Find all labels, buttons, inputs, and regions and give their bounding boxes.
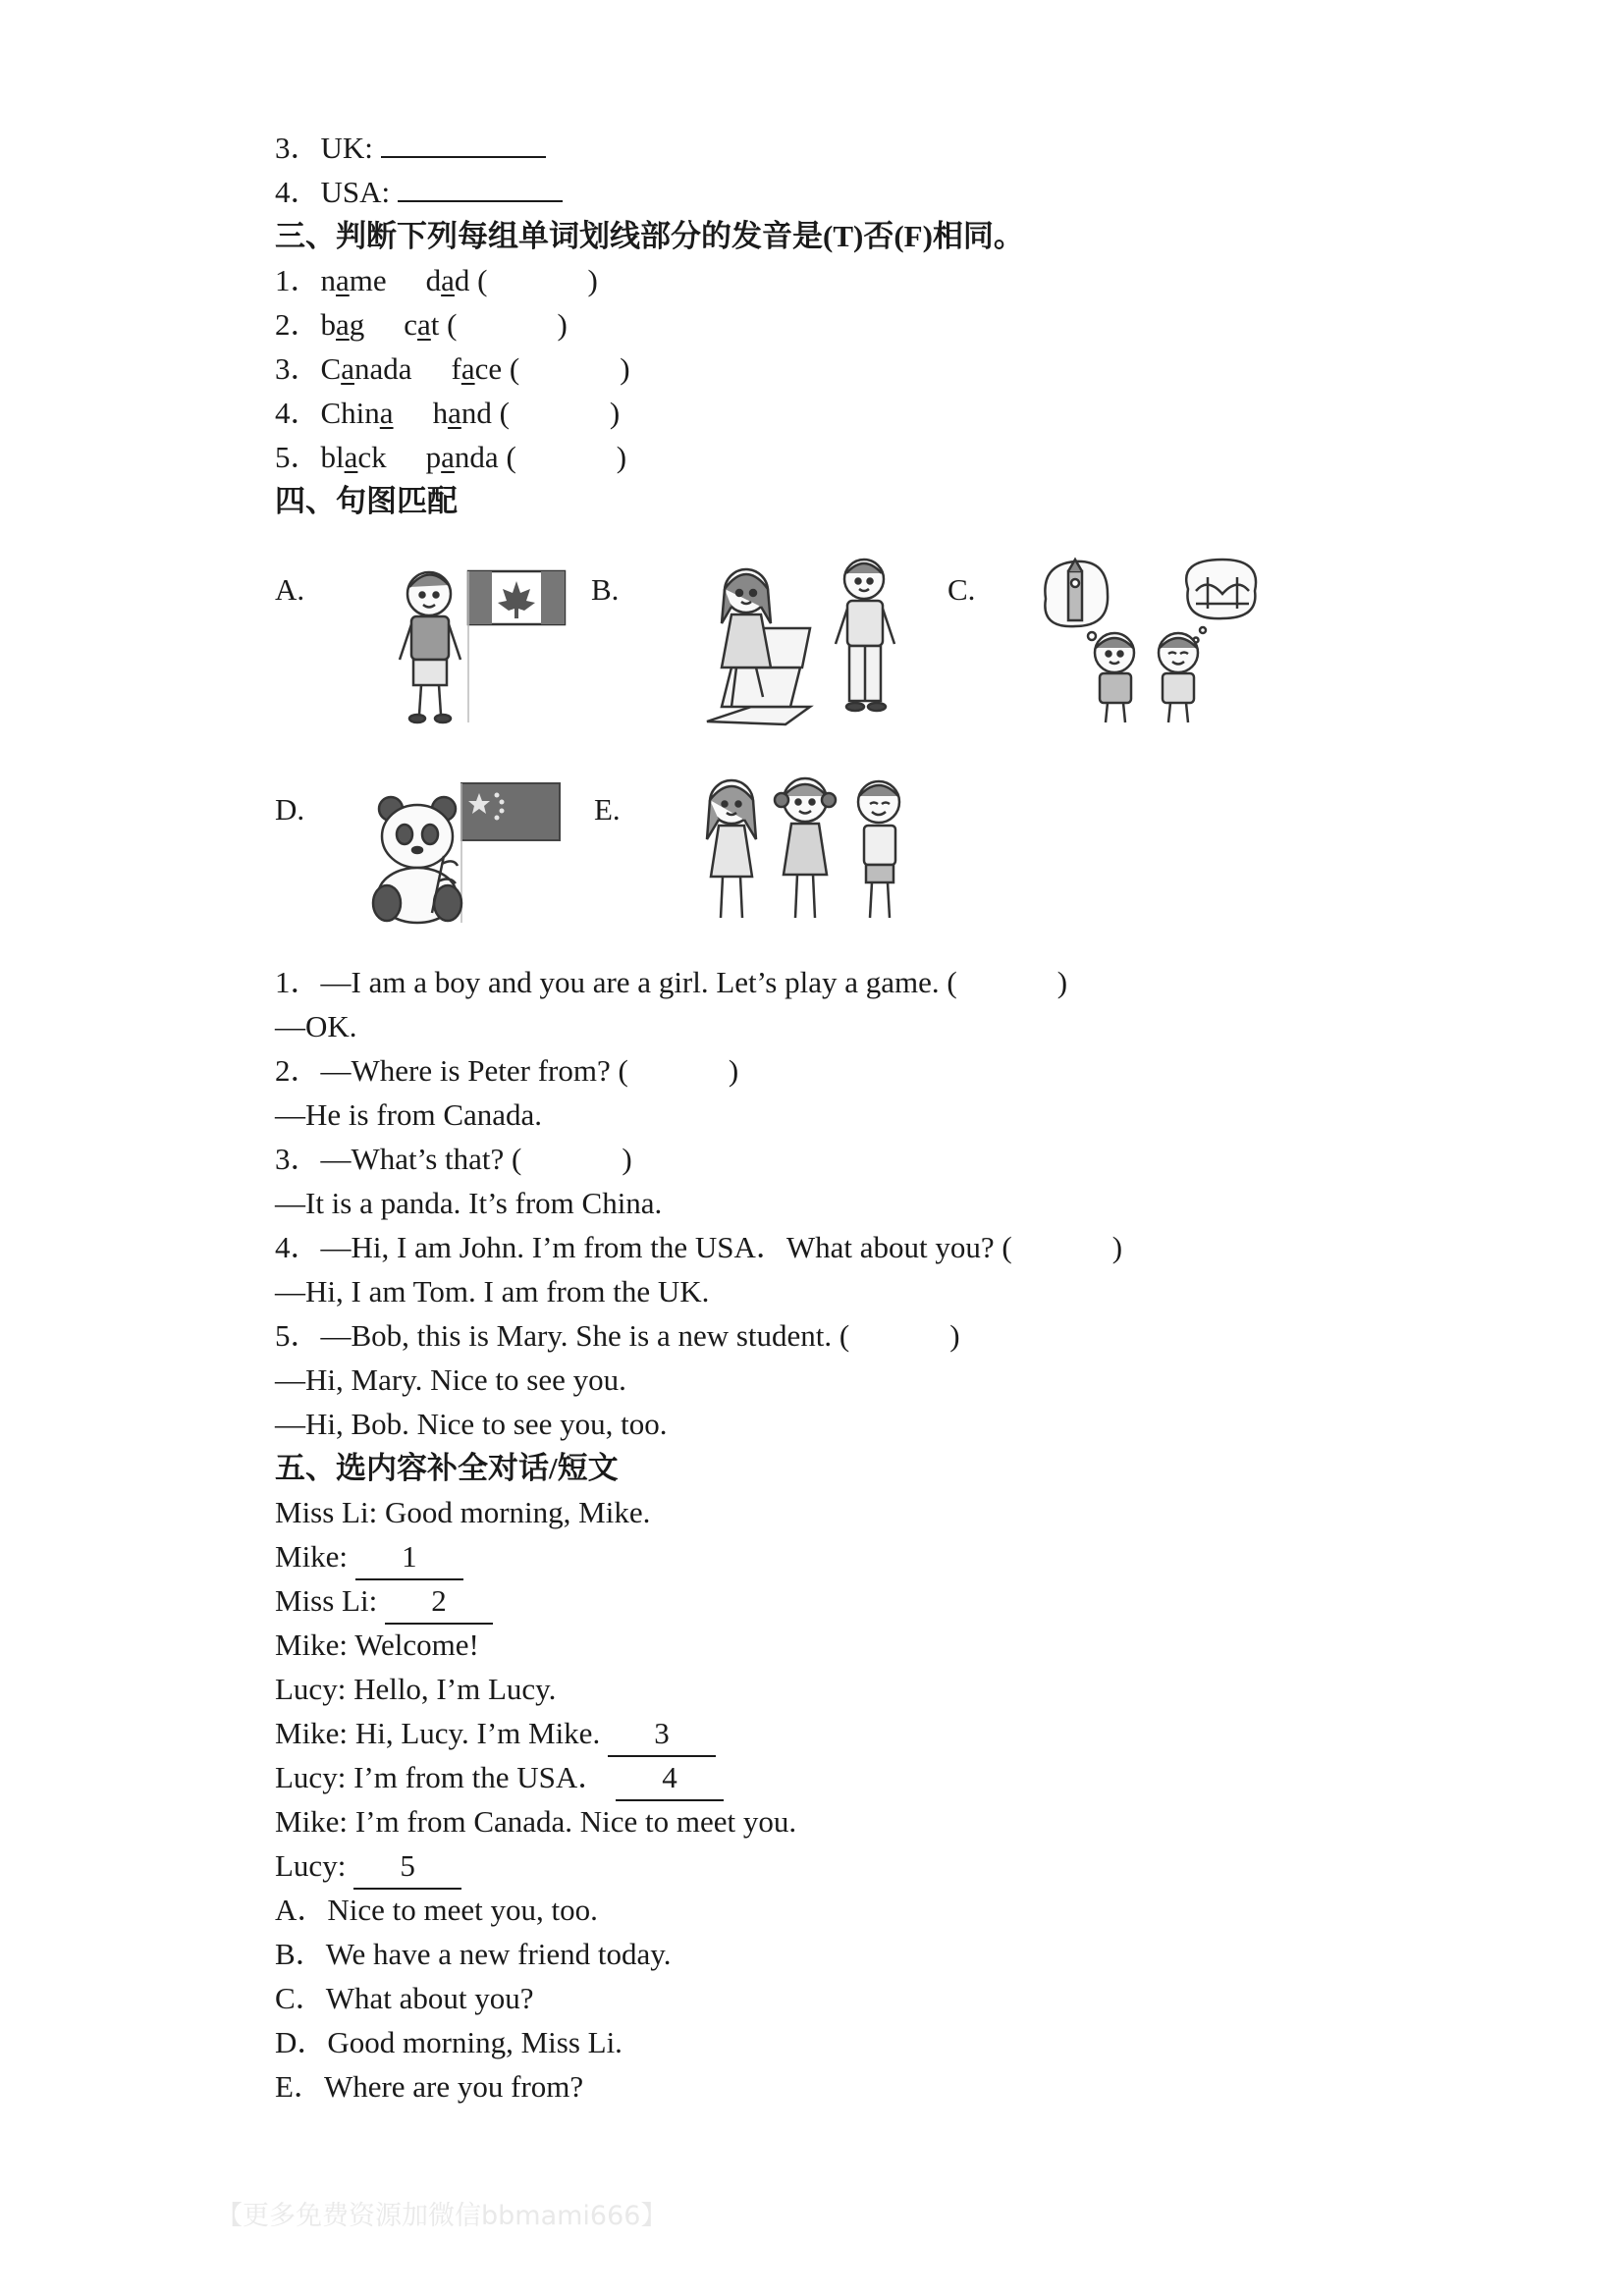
picture-c-boys-landmarks-illustration xyxy=(1031,550,1267,728)
option-a: A．Nice to meet you, too. xyxy=(275,1893,598,1927)
match-question-5: 5．—Bob, this is Mary. She is a new student. ( ) xyxy=(275,1318,960,1353)
phonics-item: 2．bag cat ( ) xyxy=(275,307,568,342)
dialog-line: Lucy: 5 xyxy=(275,1843,461,1890)
phonics-item: 1．name dad ( ) xyxy=(275,263,598,297)
section4-heading: 四、句图匹配 xyxy=(275,484,458,518)
answer-line-uk: 3．UK: xyxy=(275,126,546,170)
match-answer-2: —He is from Canada. xyxy=(275,1097,543,1132)
picture-b-children-hopscotch-illustration xyxy=(692,550,928,728)
dialog-blank[interactable]: 2 xyxy=(385,1578,493,1625)
phonics-item: 3．Canada face ( ) xyxy=(275,351,630,386)
picture-a-boy-canada-flag-illustration xyxy=(388,550,569,728)
picture-label-b: B. xyxy=(591,572,620,607)
dialog-line: Lucy: Hello, I’m Lucy. xyxy=(275,1672,557,1706)
dialog-line: Mike: Welcome! xyxy=(275,1628,479,1662)
dialog-line: Lucy: I’m from the USA． 4 xyxy=(275,1755,724,1801)
dialog-line: Miss Li: Good morning, Mike. xyxy=(275,1495,651,1529)
dialog-blank[interactable]: 4 xyxy=(616,1755,724,1801)
dialog-blank[interactable]: 3 xyxy=(608,1711,716,1757)
option-e: E．Where are you from? xyxy=(275,2069,584,2104)
option-d: D．Good morning, Miss Li. xyxy=(275,2025,623,2059)
section5-heading: 五、选内容补全对话/短文 xyxy=(275,1451,619,1485)
picture-e-three-children-illustration xyxy=(687,761,923,933)
match-answer-5b: —Hi, Bob. Nice to see you, too. xyxy=(275,1407,668,1441)
picture-label-a: A. xyxy=(275,572,305,607)
picture-label-d: D. xyxy=(275,792,305,827)
section3-heading: 三、判断下列每组单词划线部分的发音是(T)否(F)相同。 xyxy=(275,219,1024,253)
answer-line-usa: 4．USA: xyxy=(275,170,563,214)
dialog-line: Mike: I’m from Canada. Nice to meet you. xyxy=(275,1804,797,1839)
dialog-blank[interactable]: 1 xyxy=(355,1534,463,1580)
match-answer-1: —OK. xyxy=(275,1009,357,1043)
phonics-item: 4．China hand ( ) xyxy=(275,396,621,430)
dialog-line: Mike: 1 xyxy=(275,1534,463,1580)
dialog-line: Miss Li: 2 xyxy=(275,1578,493,1625)
phonics-item: 5．black panda ( ) xyxy=(275,440,627,474)
answer-blank[interactable] xyxy=(381,127,546,158)
watermark: 【更多免费资源加微信bbmami666】 xyxy=(216,2201,668,2231)
dialog-line: Mike: Hi, Lucy. I’m Mike. 3 xyxy=(275,1711,716,1757)
match-answer-3: —It is a panda. It’s from China. xyxy=(275,1186,663,1220)
dialog-blank[interactable]: 5 xyxy=(353,1843,461,1890)
match-question-3: 3．—What’s that? ( ) xyxy=(275,1142,632,1176)
match-question-2: 2．—Where is Peter from? ( ) xyxy=(275,1053,739,1088)
option-b: B．We have a new friend today. xyxy=(275,1937,672,1971)
match-answer-5a: —Hi, Mary. Nice to see you. xyxy=(275,1362,626,1397)
match-answer-4: —Hi, I am Tom. I am from the UK. xyxy=(275,1274,710,1308)
picture-label-c: C. xyxy=(947,572,976,607)
picture-d-panda-china-flag-illustration xyxy=(363,766,565,931)
answer-blank[interactable] xyxy=(398,171,563,202)
option-c: C．What about you? xyxy=(275,1981,534,2015)
match-question-1: 1．—I am a boy and you are a girl. Let’s play a game. ( ) xyxy=(275,965,1068,999)
picture-label-e: E. xyxy=(594,792,621,827)
match-question-4: 4．—Hi, I am John. I’m from the USA．What about you? ( ) xyxy=(275,1230,1123,1264)
